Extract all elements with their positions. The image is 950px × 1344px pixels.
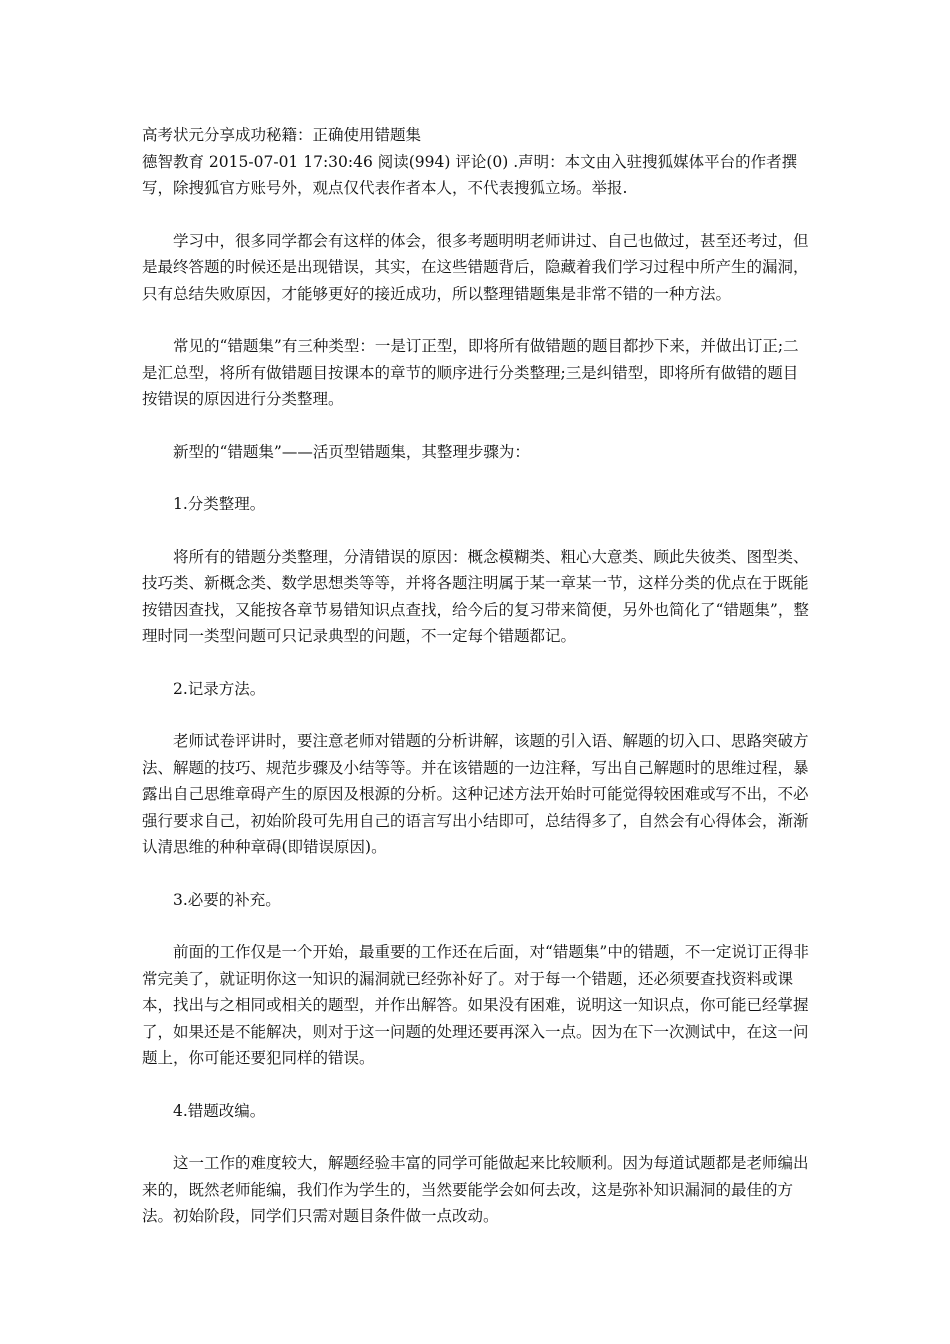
- paragraph-step-2: 老师试卷评讲时，要注意老师对错题的分析讲解，该题的引入语、解题的切入口、思路突破方法、解题的技巧、规范步骤及小结等等。并在该错题的一边注释，写出自己解题时的思维过程，暴露出自己思维章碍产生的原因及根源的分析。这种记述方法开始时可能觉得较困难或写不出，不必强行要求自己，初始阶段可先用自己的语言写出小结即可，总结得多了，自然会有心得体会，渐渐认清思维的种种章碍(即错误原因)。: [142, 732, 809, 856]
- article-title: 高考状元分享成功秘籍：正确使用错题集: [142, 126, 422, 144]
- article-meta: 德智教育 2015-07-01 17:30:46 阅读(994) 评论(0) .声明：本文由入驻搜狐媒体平台的作者撰写，除搜狐官方账号外，观点仅代表作者本人，不代表搜狐立场。举报.: [142, 152, 798, 197]
- paragraph-step-1: 将所有的错题分类整理，分清错误的原因：概念模糊类、粗心大意类、顾此失彼类、图型类、技巧类、新概念类、数学思想类等等，并将各题注明属于某一章某一节，这样分类的优点在于既能按错因查找，又能按各章节易错知识点查找，给今后的复习带来简便，另外也简化了“错题集”，整理时同一类型问题可只记录典型的问题，不一定每个错题都记。: [142, 547, 809, 645]
- paragraph-step-3: 前面的工作仅是一个开始，最重要的工作还在后面，对“错题集”中的错题，不一定说订正得非常完美了，就证明你这一知识的漏洞就已经弥补好了。对于每一个错题，还必须要查找资料或课本，找出与之相同或相关的题型，并作出解答。如果没有困难，说明这一知识点，你可能已经掌握了，如果还是不能解决，则对于这一问题的处理还要再深入一点。因为在下一次测试中，在这一问题上，你可能还要犯同样的错误。: [142, 943, 809, 1067]
- document-body: [142, 122, 810, 1256]
- paragraph-step-4: 这一工作的难度较大，解题经验丰富的同学可能做起来比较顺利。因为每道试题都是老师编出来的，既然老师能编，我们作为学生的，当然要能学会如何去改，这是弥补知识漏洞的最佳的方法。初始阶段，同学们只需对题目条件做一点改动。: [142, 1154, 809, 1225]
- paragraph-steps-intro: 新型的“错题集”——活页型错题集，其整理步骤为：: [173, 442, 530, 461]
- paragraph-types: 常见的“错题集”有三种类型：一是订正型，即将所有做错题的题目都抄下来，并做出订正;二是汇总型，将所有做错题目按课本的章节的顺序进行分类整理;三是纠错型，即将所有做错的题目按错误的原因进行分类整理。: [142, 337, 799, 408]
- heading-step-4: 4.错题改编。: [173, 1101, 266, 1120]
- paragraph-intro: 学习中，很多同学都会有这样的体会，很多考题明明老师讲过、自己也做过，甚至还考过，但是最终答题的时候还是出现错误，其实，在这些错题背后，隐藏着我们学习过程中所产生的漏洞，只有总结失败原因，才能够更好的接近成功，所以整理错题集是非常不错的一种方法。: [142, 231, 809, 303]
- heading-step-1: 1.分类整理。: [173, 495, 266, 513]
- heading-step-2: 2.记录方法。: [173, 679, 266, 698]
- heading-step-3: 3.必要的补充。: [173, 890, 281, 909]
